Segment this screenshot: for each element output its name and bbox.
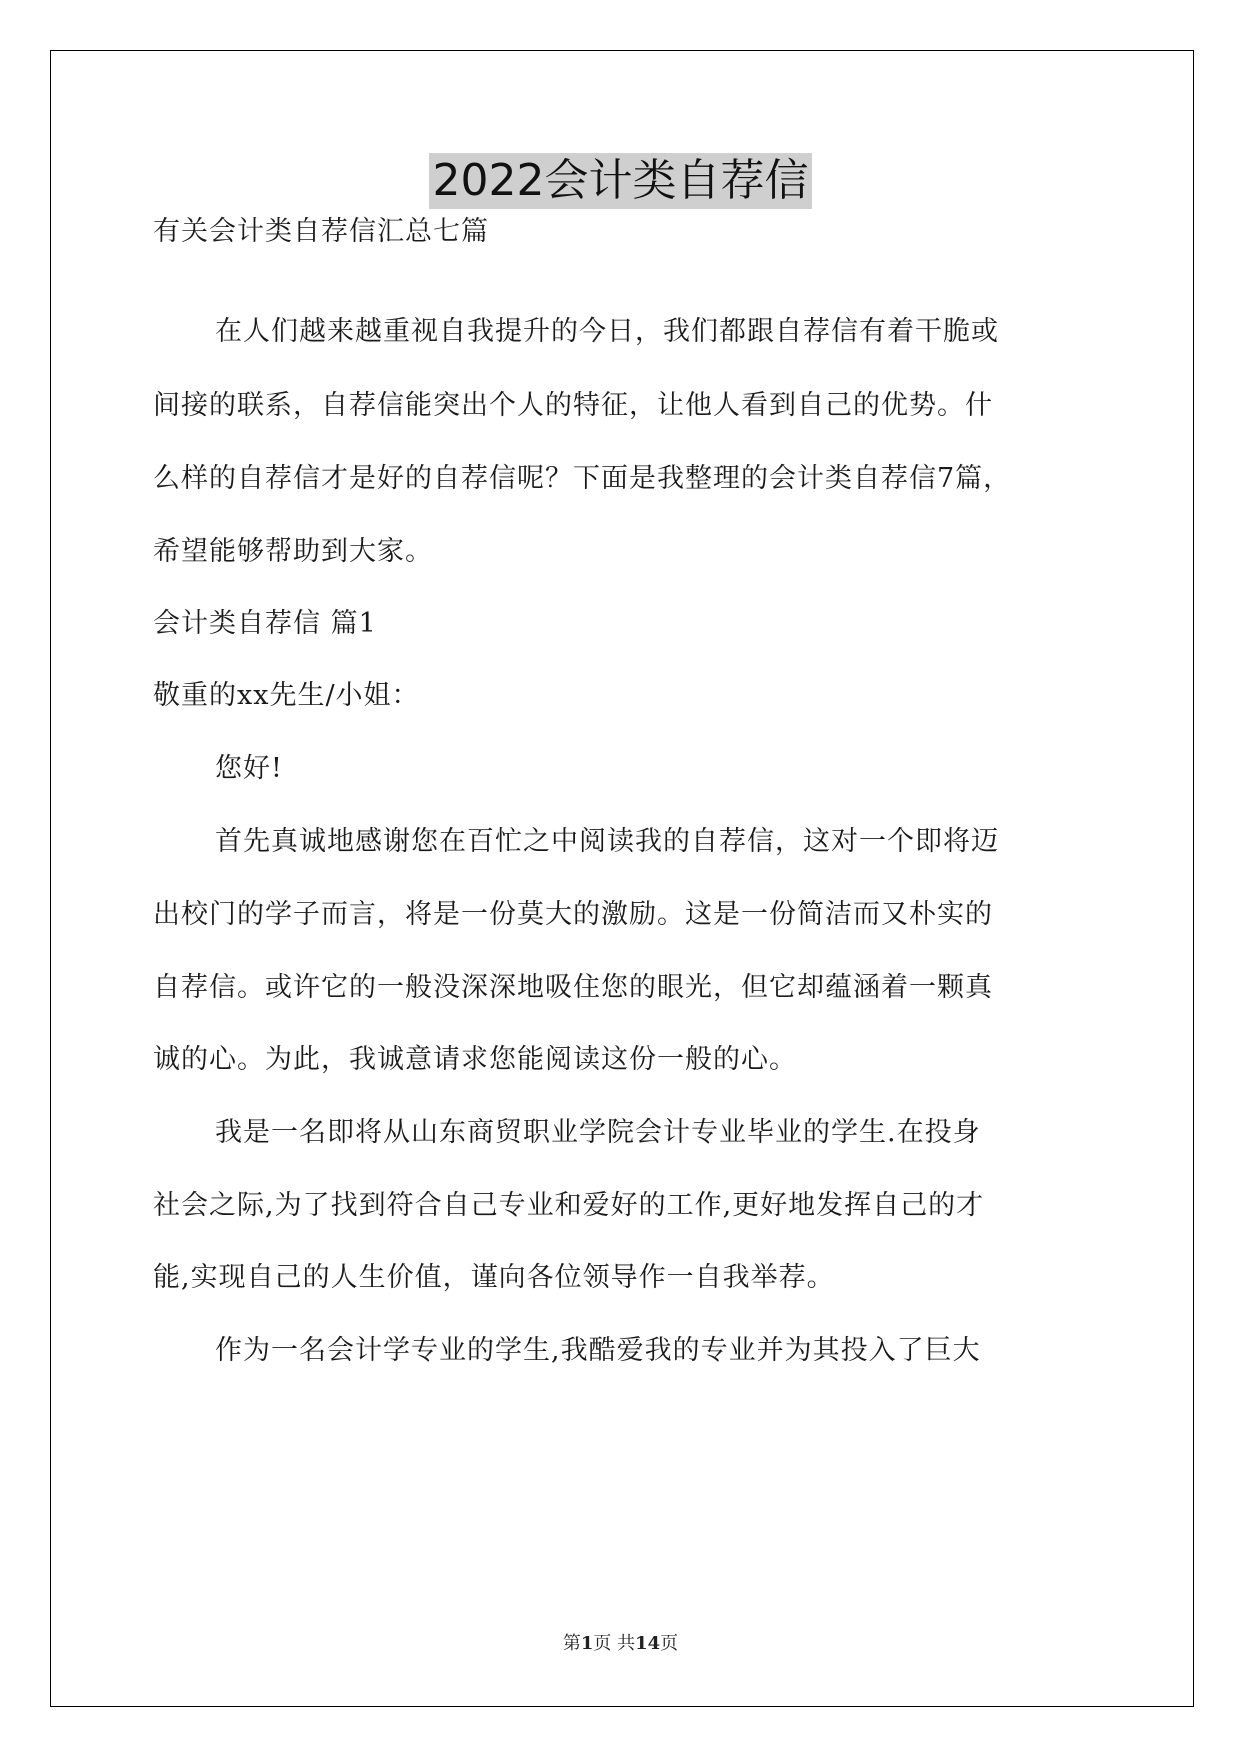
- text-line: 自荐信。或许它的一般没深深地吸住您的眼光，但它却蕴涵着一颗真: [153, 972, 993, 1003]
- text-line: 间接的联系，自荐信能突出个人的特征，让他人看到自己的优势。什: [153, 390, 993, 421]
- subtitle-line: 有关会计类自荐信汇总七篇: [153, 216, 489, 247]
- text-line: 么样的自荐信才是好的自荐信呢？下面是我整理的会计类自荐信7篇，: [153, 463, 1012, 494]
- footer-total-pages: 14: [635, 1633, 661, 1654]
- text-line: 作为一名会计学专业的学生,我酷爱我的专业并为其投入了巨大: [215, 1335, 981, 1366]
- greeting-line: 您好!: [215, 753, 283, 784]
- title-wrap: [0, 153, 1241, 209]
- text-line: 能,实现自己的人生价值，谨向各位领导作一自我举荐。: [153, 1262, 835, 1293]
- section-heading: 会计类自荐信 篇1: [153, 608, 377, 639]
- text-line: 首先真诚地感谢您在百忙之中阅读我的自荐信，这对一个即将迈: [215, 826, 999, 857]
- page-border: [50, 50, 1194, 1707]
- text-line: 社会之际,为了找到符合自己专业和爱好的工作,更好地发挥自己的才: [153, 1190, 985, 1221]
- salutation-line: 敬重的xx先生/小姐：: [153, 680, 420, 711]
- text-line: 诚的心。为此，我诚意请求您能阅读这份一般的心。: [153, 1044, 797, 1075]
- footer-suffix: 页: [660, 1633, 679, 1654]
- text-line: 我是一名即将从山东商贸职业学院会计专业毕业的学生.在投身: [215, 1117, 981, 1148]
- page-footer: [0, 1632, 1241, 1656]
- footer-mid: 页 共: [593, 1633, 636, 1654]
- text-line: 出校门的学子而言，将是一份莫大的激励。这是一份简洁而又朴实的: [153, 899, 993, 930]
- text-line: 希望能够帮助到大家。: [153, 536, 433, 567]
- document-title: 2022会计类自荐信: [429, 153, 813, 209]
- text-line: 在人们越来越重视自我提升的今日，我们都跟自荐信有着干脆或: [215, 316, 999, 347]
- footer-prefix: 第: [562, 1633, 581, 1654]
- footer-current-page: 1: [580, 1633, 594, 1654]
